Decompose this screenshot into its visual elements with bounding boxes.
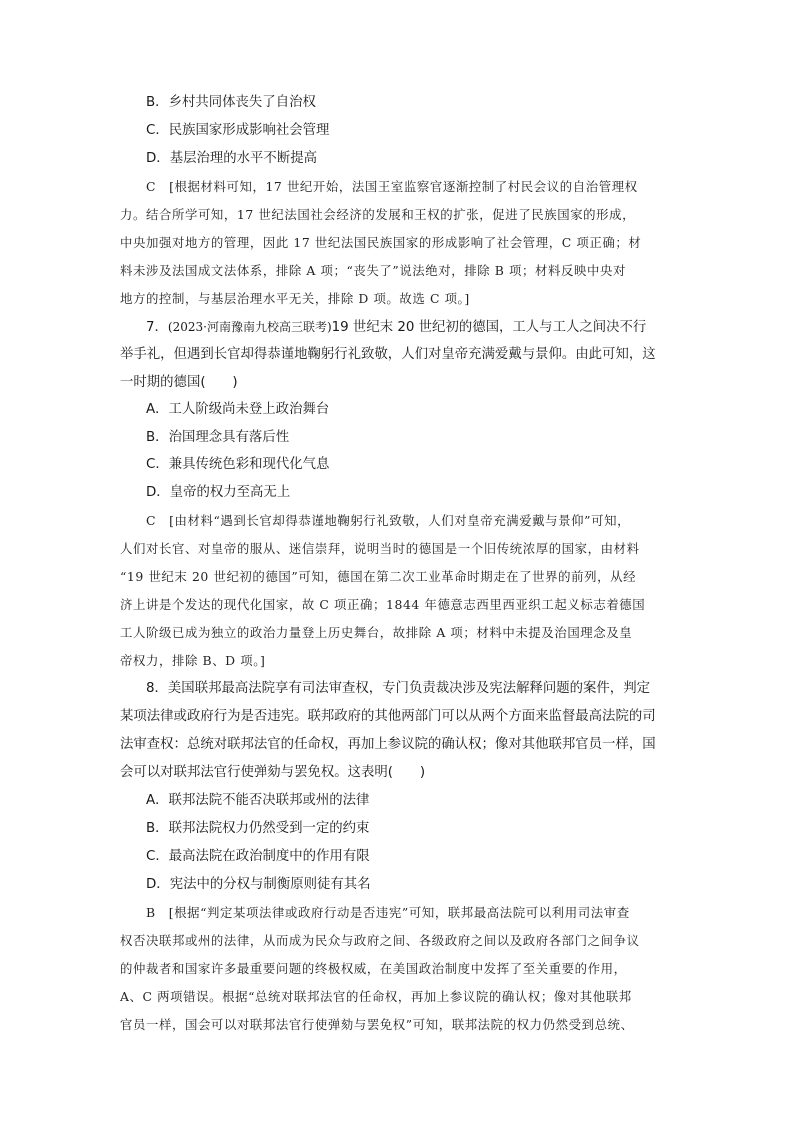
answer-explanation-line: C [根据材料可知，17 世纪开始，法国王室监察官逐渐控制了村民会议的自治管理权 xyxy=(146,179,638,194)
answer-explanation-line: 工人阶级已成为独立的政治力量登上历史舞台，故排除 A 项；材料中未提及治国理念及皇 xyxy=(120,625,633,640)
question-8-stem-line: 会可以对联邦法官行使弹劾与罢免权。这表明( ) xyxy=(120,765,426,780)
answer-explanation-line: 力。结合所学可知，17 世纪法国社会经济的发展和王权的扩张，促进了民族国家的形成， xyxy=(120,207,636,222)
option-b: B．乡村共同体丧失了自治权 xyxy=(146,95,316,110)
question-8-option-a: A．联邦法院不能否决联邦或州的法律 xyxy=(146,793,370,808)
option-c: C．民族国家形成影响社会管理 xyxy=(146,123,330,138)
answer-explanation-line: 官员一样，国会可以对联邦法官行使弹劾与罢免权”可知，联邦法院的权力仍然受到总统、 xyxy=(120,1017,634,1032)
question-8-stem-line: 法审查权：总统对联邦法官的任命权，再加上参议院的确认权；像对其他联邦官员一样，国 xyxy=(120,737,656,752)
answer-explanation-line: 地方的控制，与基层治理水平无关，排除 D 项。故选 C 项。] xyxy=(120,291,470,306)
question-source: (2023·河南豫南九校高三联考) xyxy=(167,320,332,334)
answer-explanation-line: 帝权力，排除 B、D 项。] xyxy=(120,653,266,668)
question-7-option-b: B．治国理念具有落后性 xyxy=(146,430,290,445)
answer-explanation-line: 权否决联邦或州的法律，从而成为民众与政府之间、各级政府之间以及政府各部门之间争议 xyxy=(120,933,640,948)
answer-explanation-line: 济上讲是个发达的现代化国家，故 C 项正确；1844 年德意志西里西亚织工起义标志着德国 xyxy=(120,597,646,612)
question-7-option-d: D．皇帝的权力至高无上 xyxy=(146,485,291,500)
question-8-stem-line: 8．美国联邦最高法院享有司法审查权，专门负责裁决涉及宪法解释问题的案件，判定 xyxy=(146,681,650,696)
answer-explanation-line: 中央加强对地方的管理，因此 17 世纪法国民族国家的形成影响了社会管理，C 项正确；材 xyxy=(120,235,642,250)
question-stem-text: 19 世纪末 20 世纪初的德国，工人与工人之间决不行 xyxy=(331,320,647,335)
answer-explanation-line: 料未涉及法国成文法体系，排除 A 项；“丧失了”说法绝对，排除 B 项；材料反映中央对 xyxy=(120,263,626,278)
question-7-stem-line: 一时期的德国( ) xyxy=(120,375,238,390)
question-7-option-c: C．兼具传统色彩和现代化气息 xyxy=(146,457,330,472)
option-d: D．基层治理的水平不断提高 xyxy=(146,151,317,166)
answer-explanation-line: “19 世纪末 20 世纪初的德国”可知，德国在第二次工业革命时期走在了世界的前列，从经 xyxy=(120,569,637,584)
answer-explanation-line: 人们对长官、对皇帝的服从、迷信崇拜，说明当时的德国是一个旧传统浓厚的国家，由材料 xyxy=(120,541,640,556)
answer-explanation-line: B [根据“判定某项法律或政府行动是否违宪”可知，联邦最高法院可以利用司法审查 xyxy=(146,905,630,920)
answer-explanation-line: A、C 两项错误。根据“总统对联邦法官的任命权，再加上参议院的确认权；像对其他联邦 xyxy=(120,989,632,1004)
answer-explanation-line: C [由材料“遇到长官却得恭谨地鞠躬行礼致敬，人们对皇帝充满爱戴与景仰”可知， xyxy=(146,513,631,528)
question-number: 7． xyxy=(146,320,168,335)
question-7-option-a: A．工人阶级尚未登上政治舞台 xyxy=(146,402,330,417)
question-8-stem-line: 某项法律或政府行为是否违宪。联邦政府的其他两部门可以从两个方面来监督最高法院的司 xyxy=(120,709,656,724)
answer-explanation-line: 的仲裁者和国家许多最重要问题的终极权威，在美国政治制度中发挥了至关重要的作用， xyxy=(120,961,627,976)
question-8-option-b: B．联邦法院权力仍然受到一定的约束 xyxy=(146,821,370,836)
question-8-option-c: C．最高法院在政治制度中的作用有限 xyxy=(146,849,370,864)
question-8-option-d: D．宪法中的分权与制衡原则徒有其名 xyxy=(146,877,371,892)
question-7-stem-line xyxy=(146,317,680,338)
question-7-stem-line: 举手礼，但遇到长官却得恭谨地鞠躬行礼致敬，人们对皇帝充满爱戴与景仰。由此可知，这 xyxy=(120,347,656,362)
